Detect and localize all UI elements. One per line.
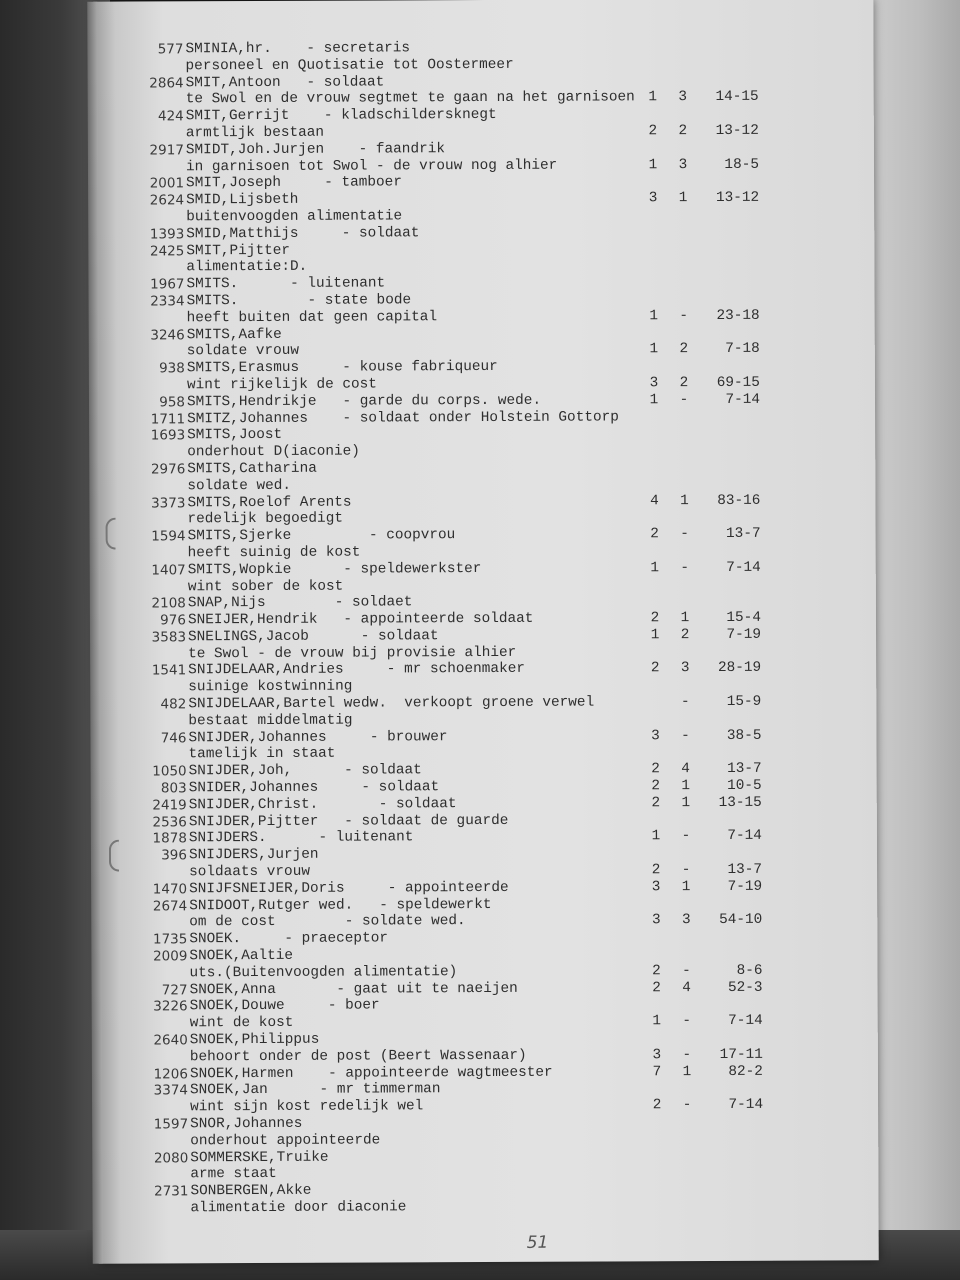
entry-amount: 13-15 <box>718 794 762 811</box>
document-page <box>93 0 878 1264</box>
register-entry <box>96 727 876 764</box>
entry-count-a: 2 <box>651 778 661 795</box>
register-entry <box>98 1113 878 1150</box>
entry-count-a: 1 <box>648 89 658 106</box>
entry-name: SMID,Matthijs - soldaat <box>186 225 420 243</box>
entry-number: 976 <box>160 612 186 629</box>
register-entry <box>97 845 877 882</box>
register-entry <box>98 1029 878 1066</box>
entry-remark: arme staat <box>190 1166 277 1183</box>
register-entry <box>96 693 876 730</box>
entry-name: SNIJFSNEIJER,Doris - appointeerde <box>189 879 509 898</box>
entry-remark: onderhout D(iaconie) <box>187 443 360 461</box>
entry-count-a: 3 <box>649 375 659 392</box>
entry-amount: 28-19 <box>717 660 762 677</box>
entry-count-a: 1 <box>650 627 660 644</box>
entry-count-b: - <box>680 694 690 711</box>
entry-name: SMITZ,Johannes - soldaat onder Holstein Gottorp <box>187 408 619 427</box>
entry-number: 3583 <box>151 629 187 646</box>
entry-number: 1878 <box>152 830 187 847</box>
entry-number: 2536 <box>152 813 187 831</box>
entry-count-b: - <box>681 862 691 879</box>
entry-amount: 83-16 <box>717 492 761 509</box>
entry-name: SNIDOOT,Rutger wed. - speldewerkt <box>189 896 492 914</box>
entry-amount: 13-7 <box>725 525 761 543</box>
entry-count-a: 1 <box>650 559 660 576</box>
entry-amount: 15-4 <box>726 609 761 627</box>
entry-remark: bestaat middelmatig <box>188 712 353 730</box>
entry-number: 1693 <box>150 427 186 444</box>
entry-name: SNIDER,Johannes - soldaat <box>188 779 440 797</box>
entry-remark: alimentatie:D. <box>186 259 308 276</box>
register-entry <box>97 945 877 982</box>
entry-name: SMITS,Roelof Arents <box>187 494 352 511</box>
entry-count-a: 2 <box>651 862 661 879</box>
entry-number: 2976 <box>150 461 186 478</box>
entry-count-b: 1 <box>681 778 691 795</box>
entry-name: SNOEK,Harmen - appointeerde wagtmeester <box>189 1064 553 1082</box>
entry-count-b: - <box>682 1013 692 1030</box>
register-entry <box>95 425 875 462</box>
register-entry <box>98 1147 878 1184</box>
entry-remark: soldate wed. <box>187 477 292 495</box>
entry-amount: 17-11 <box>719 1046 763 1063</box>
entry-name: SMITS,Erasmus - kouse fabriqueur <box>186 359 498 377</box>
entry-amount: 54-10 <box>719 912 763 929</box>
entry-number: 424 <box>157 108 184 125</box>
register-entry <box>95 458 875 495</box>
entry-name: SNIJDELAAR,Bartel wedw. verkoopt groene verwel <box>188 694 595 713</box>
entry-count-a: 2 <box>650 610 660 627</box>
register-entry <box>97 895 877 932</box>
entry-amount: 7-18 <box>725 341 760 358</box>
entry-number: 727 <box>161 981 188 999</box>
entry-count-b: 3 <box>678 89 688 106</box>
entry-remark: soldaats vrouw <box>189 863 310 881</box>
entry-count-a: 3 <box>651 879 661 896</box>
entry-number: 2419 <box>152 797 187 814</box>
entry-number: 1735 <box>152 931 188 948</box>
entry-amount: 7-14 <box>728 1096 764 1114</box>
entry-name: SMITS. - state bode <box>186 292 412 310</box>
entry-name: SNIJDER,Johannes - brouwer <box>188 728 448 746</box>
entry-number: 2009 <box>153 948 188 965</box>
entry-count-a: 2 <box>652 979 661 996</box>
entry-count-a: 2 <box>652 1097 662 1114</box>
entry-number: 2917 <box>149 142 184 159</box>
entry-count-b: 1 <box>678 190 688 207</box>
entry-number: 2624 <box>149 192 185 209</box>
entry-number: 2640 <box>153 1032 188 1049</box>
entry-remark: armtlijk bestaan <box>185 124 325 142</box>
entry-name: SMITS,Sjerke - coopvrou <box>187 527 456 545</box>
entry-name: SMITS,Joost <box>187 427 283 444</box>
entry-number: 2001 <box>149 175 185 192</box>
entry-remark: wint sober de kost <box>187 578 344 595</box>
entry-name: SONBERGEN,Akke <box>190 1182 312 1200</box>
register-entry <box>96 660 876 697</box>
entry-amount: 7-14 <box>725 391 761 408</box>
entry-name: SMIDT,Joh.Jurjen - faandrik <box>185 140 446 159</box>
register-entry <box>94 72 874 109</box>
register-entry <box>95 290 875 327</box>
entry-count-a: 1 <box>651 828 661 845</box>
entry-amount: 18-5 <box>724 156 760 173</box>
entry-amount: 7-19 <box>726 626 762 643</box>
entry-count-b: 4 <box>681 761 690 778</box>
entry-number: 2674 <box>152 897 188 915</box>
entry-name: SNOEK,Aaltie <box>189 947 294 965</box>
entry-remark: buitenvoogden alimentatie <box>186 208 403 226</box>
entry-number: 1597 <box>153 1116 189 1133</box>
entry-number: 958 <box>159 394 186 411</box>
entry-remark: personeel en Quotisatie tot Oostermeer <box>185 56 514 75</box>
entry-name: SNEIJER,Hendrik - appointeerde soldaat <box>187 610 534 629</box>
entry-count-b: - <box>680 526 689 543</box>
entry-count-b: 2 <box>678 123 688 140</box>
entry-count-a: 1 <box>652 1013 662 1030</box>
entry-name: SNIJDERS. - luitenant <box>188 829 414 847</box>
register-entry <box>93 38 873 75</box>
entry-remark: heeft suinig de kost <box>187 544 361 562</box>
entry-number: 3246 <box>150 326 185 344</box>
entry-count-b: - <box>682 962 691 979</box>
entry-count-b: 4 <box>682 979 691 996</box>
entry-amount: 82-2 <box>728 1063 763 1080</box>
entry-number: 1407 <box>151 562 186 579</box>
entry-name: SMIT,Gerrijt - kladschildersknegt <box>185 107 497 125</box>
entry-number: 1050 <box>152 763 187 780</box>
entry-count-b: 1 <box>681 878 691 895</box>
register-entry <box>96 626 876 663</box>
entry-count-b: 2 <box>679 341 689 358</box>
register-entry <box>98 1080 878 1117</box>
entry-number: 1541 <box>151 662 187 679</box>
entry-count-a: 2 <box>651 761 660 778</box>
entry-name: SNOEK,Anna - gaat uit te naeijen <box>189 980 518 998</box>
entry-number: 2108 <box>151 595 186 612</box>
register-entry <box>95 324 875 361</box>
entry-count-b: 1 <box>680 492 689 509</box>
register-entry <box>96 559 876 596</box>
register-entry <box>98 1180 878 1217</box>
entry-remark: te Swol en de vrouw segtmet te gaan na het garnisoen <box>185 89 635 108</box>
entry-remark: onderhout appointeerde <box>190 1132 381 1150</box>
entry-name: SOMMERSKE,Truike <box>190 1149 329 1166</box>
entry-count-b: 3 <box>680 660 690 677</box>
register-entry <box>95 357 875 394</box>
entry-count-b: 2 <box>679 375 689 392</box>
entry-number: 1470 <box>152 881 188 898</box>
entry-amount: 7-14 <box>727 828 762 845</box>
entry-amount: 38-5 <box>726 727 762 744</box>
entry-name: SMINIA,hr. - secretaris <box>185 40 411 58</box>
register-list <box>93 38 878 1217</box>
entry-name: SMITS,Hendrikje - garde du corps. wede. <box>186 392 542 411</box>
entry-remark: tamelijk in staat <box>188 746 336 763</box>
entry-number: 3373 <box>151 494 186 511</box>
entry-amount: 13-12 <box>715 122 759 139</box>
entry-count-b: 2 <box>680 627 690 644</box>
entry-name: SNIJDER,Pijtter - soldaat de guarde <box>188 812 509 830</box>
entry-count-b: - <box>679 307 688 324</box>
entry-remark: behoort onder de post (Beert Wassenaar) <box>189 1047 527 1066</box>
entry-number: 1711 <box>150 410 186 427</box>
entry-number: 2864 <box>149 74 184 92</box>
entry-count-a: 7 <box>652 1063 662 1080</box>
entry-number: 803 <box>160 780 187 797</box>
entry-name: SMITS,Aafke <box>186 326 282 343</box>
entry-count-b: - <box>682 1097 692 1114</box>
entry-amount: 7-14 <box>726 559 761 576</box>
entry-count-b: - <box>680 559 690 576</box>
entry-amount: 10-5 <box>727 777 762 795</box>
entry-number: 1393 <box>149 226 185 243</box>
page-number: 51 <box>526 1232 549 1253</box>
entry-count-b: 1 <box>680 610 690 627</box>
entry-number: 1967 <box>150 276 185 293</box>
entry-amount: 13-7 <box>727 861 763 878</box>
entry-remark: suinige kostwinning <box>188 678 353 696</box>
entry-remark: om de cost - soldate wed. <box>189 913 466 931</box>
entry-number: 746 <box>160 729 187 747</box>
entry-number: 2334 <box>150 293 185 310</box>
entry-number: 2731 <box>154 1183 189 1200</box>
entry-amount: 13-7 <box>727 761 762 778</box>
entry-name: SNELINGS,Jacob - soldaat <box>187 628 439 646</box>
entry-count-a: 3 <box>648 190 658 207</box>
entry-number: 1594 <box>151 528 186 545</box>
entry-remark: heeft buiten dat geen capital <box>186 308 438 327</box>
entry-number: 482 <box>160 696 187 713</box>
entry-count-b: 1 <box>681 794 691 812</box>
entry-name: SMID,Lijsbeth <box>186 191 299 209</box>
entry-count-a: 3 <box>651 912 661 929</box>
entry-number: 577 <box>157 41 184 58</box>
entry-name: SMIT,Pijtter <box>186 242 291 259</box>
entry-name: SMITS. - luitenant <box>186 275 386 293</box>
register-entry <box>96 525 876 562</box>
entry-name: SMIT,Joseph - tamboer <box>186 174 402 192</box>
entry-count-a: 2 <box>648 123 658 140</box>
entry-amount: 7-19 <box>727 878 763 895</box>
entry-number: 2080 <box>153 1149 189 1167</box>
entry-name: SMIT,Antoon - soldaat <box>185 74 385 91</box>
entry-amount: 15-9 <box>726 693 762 711</box>
entry-remark: wint sijn kost redelijk wel <box>190 1098 424 1116</box>
entry-name: SNOR,Johannes <box>190 1115 303 1133</box>
entry-count-a: 2 <box>652 963 661 980</box>
entry-amount: 69-15 <box>716 374 760 391</box>
register-entry <box>98 996 878 1033</box>
entry-name: SNOEK,Philippus <box>189 1031 320 1049</box>
entry-count-b: - <box>682 1046 692 1063</box>
entry-name: SNIJDELAAR,Andries - mr schoenmaker <box>188 661 525 679</box>
entry-count-a: 2 <box>650 526 659 543</box>
entry-remark: in garnisoen tot Swol - de vrouw nog alhier <box>185 157 558 175</box>
entry-name: SMITS,Wopkie - speldewerkster <box>187 560 482 579</box>
entry-name: SNIJDERS,Jurjen <box>188 846 319 864</box>
register-entry <box>95 492 875 529</box>
entry-number: 1206 <box>153 1065 188 1083</box>
entry-count-b: 1 <box>682 1063 692 1080</box>
register-entry <box>94 139 874 176</box>
entry-line <box>98 1197 878 1217</box>
register-entry <box>94 240 874 277</box>
entry-name: SNOEK,Jan - mr timmerman <box>189 1081 441 1099</box>
entry-count-a: 2 <box>651 795 661 812</box>
entry-remark: soldate vrouw <box>186 343 300 360</box>
entry-amount: 52-3 <box>727 979 763 996</box>
entry-number: 938 <box>159 360 185 377</box>
entry-name: SNIJDER,Christ. - soldaat <box>188 795 457 814</box>
entry-count-a: 1 <box>649 341 659 358</box>
entry-name: SNOEK,Douwe - boer <box>189 997 380 1015</box>
entry-count-a: 1 <box>649 391 659 409</box>
entry-count-b: - <box>681 727 690 744</box>
entry-remark: redelijk begoedigt <box>187 510 343 528</box>
entry-count-b: 3 <box>678 156 688 173</box>
entry-count-a: 1 <box>648 156 658 173</box>
entry-count-a: 1 <box>649 307 658 325</box>
entry-count-a: 3 <box>651 727 660 744</box>
entry-count-a: 3 <box>652 1047 662 1064</box>
entry-amount: 8-6 <box>736 962 763 979</box>
entry-amount: 7-14 <box>728 1013 763 1030</box>
entry-amount: 13-12 <box>715 189 760 207</box>
entry-remark: alimentatie door diaconie <box>190 1199 407 1217</box>
entry-name: SMITS,Catharina <box>187 460 317 478</box>
entry-name: SNOEK. - praeceptor <box>189 930 389 948</box>
entry-remark: wint rijkelijk de cost <box>186 376 377 394</box>
entry-remark: te Swol - de vrouw bij provisie alhier <box>188 644 517 662</box>
entry-name: SNAP,Nijs - soldaet <box>187 594 413 612</box>
entry-number: 3374 <box>153 1082 189 1099</box>
entry-amount: 14-15 <box>715 89 759 106</box>
entry-remark: wint de kost <box>189 1015 294 1032</box>
entry-amount: 23-18 <box>716 307 760 324</box>
entry-number: 3226 <box>153 998 188 1015</box>
entry-number: 2425 <box>149 242 185 260</box>
register-entry <box>94 189 874 226</box>
entry-count-b: - <box>679 391 689 408</box>
entry-name: SNIJDER,Joh, - soldaat <box>188 762 422 780</box>
entry-count-a: 2 <box>650 660 660 677</box>
entry-remark: uts.(Buitenvoogden alimentatie) <box>189 963 458 982</box>
entry-number: 396 <box>161 847 188 864</box>
register-entry <box>94 105 874 142</box>
entry-count-a: 4 <box>650 492 659 509</box>
entry-count-b: 3 <box>681 912 691 929</box>
entry-count-b: - <box>681 828 691 845</box>
